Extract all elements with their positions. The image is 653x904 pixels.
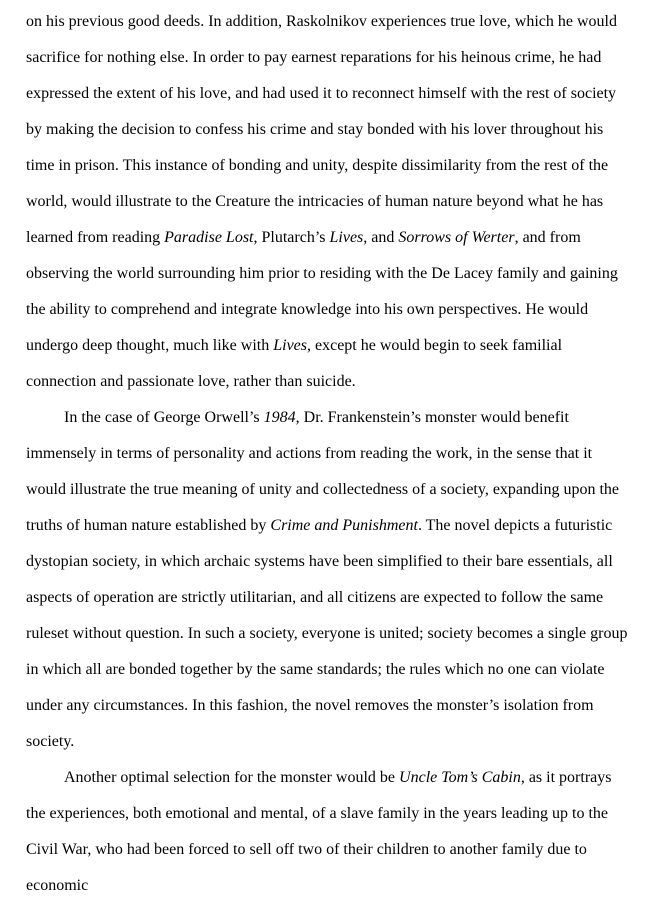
text-run: , as it portrays the experiences, both emotional and mental, of a slave family in the years leading up to the Civil War, who had been forced to sell off two of their children to another family due to economic	[26, 769, 612, 894]
text-run: In the case of George Orwell’s	[64, 409, 264, 426]
text-run: , except he would begin to seek familial connection and passionate love, rather than suicide.	[26, 337, 563, 390]
text-run: , and from observing the world surrounding him prior to residing with the De Lacey family and gaining the ability to comprehend and integrate knowledge into his own perspectives. He would undergo deep thought, much like with	[26, 229, 618, 354]
paragraph	[26, 760, 631, 904]
italic-text-run: Paradise Lost	[164, 229, 254, 246]
text-run: , Plutarch’s	[253, 229, 330, 246]
italic-text-run: Uncle Tom’s Cabin	[399, 769, 521, 786]
italic-text-run: Lives	[273, 337, 307, 354]
text-run: Another optimal selection for the monster would be	[64, 769, 400, 786]
text-run: , and	[363, 229, 399, 246]
italic-text-run: Lives	[329, 229, 364, 246]
paragraph	[26, 400, 631, 760]
text-run: on his previous good deeds. In addition, Raskolnikov experiences true love, which he would sacrifice for nothing else. In order to pay earnest reparations for his heinous crime, he had expressed the extent of his love, and had used it to reconnect himself with the rest of society by making the decision to confess his crime and stay bonded with his lover throughout his time in prison. This instance of bonding and unity, despite dissimilarity from the rest of the world, would illustrate to the Creature the intricacies of human nature beyond what he has learned from reading	[26, 13, 617, 246]
italic-text-run: Crime and Punishment	[270, 517, 418, 534]
text-run: . The novel depicts a futuristic dystopian society, in which archaic systems have been simplified to their bare essentials, all aspects of operation are strictly utilitarian, and all citizens are expected to follow the same ruleset without question. In such a society, everyone is united; society becomes a single group in which all are bonded together by the same standards; the rules which no one can violate under any circumstances. In this fashion, the novel removes the monster’s isolation from society.	[26, 517, 628, 750]
paragraph	[26, 4, 631, 400]
italic-text-run: 1984	[263, 409, 296, 426]
text-run: , Dr. Frankenstein’s monster would benefit immensely in terms of personality and actions from reading the work, in the sense that it would illustrate the true meaning of unity and collectedness of a society, expanding upon the truths of human nature established by	[26, 409, 620, 534]
italic-text-run: Sorrows of Werter	[398, 229, 515, 246]
